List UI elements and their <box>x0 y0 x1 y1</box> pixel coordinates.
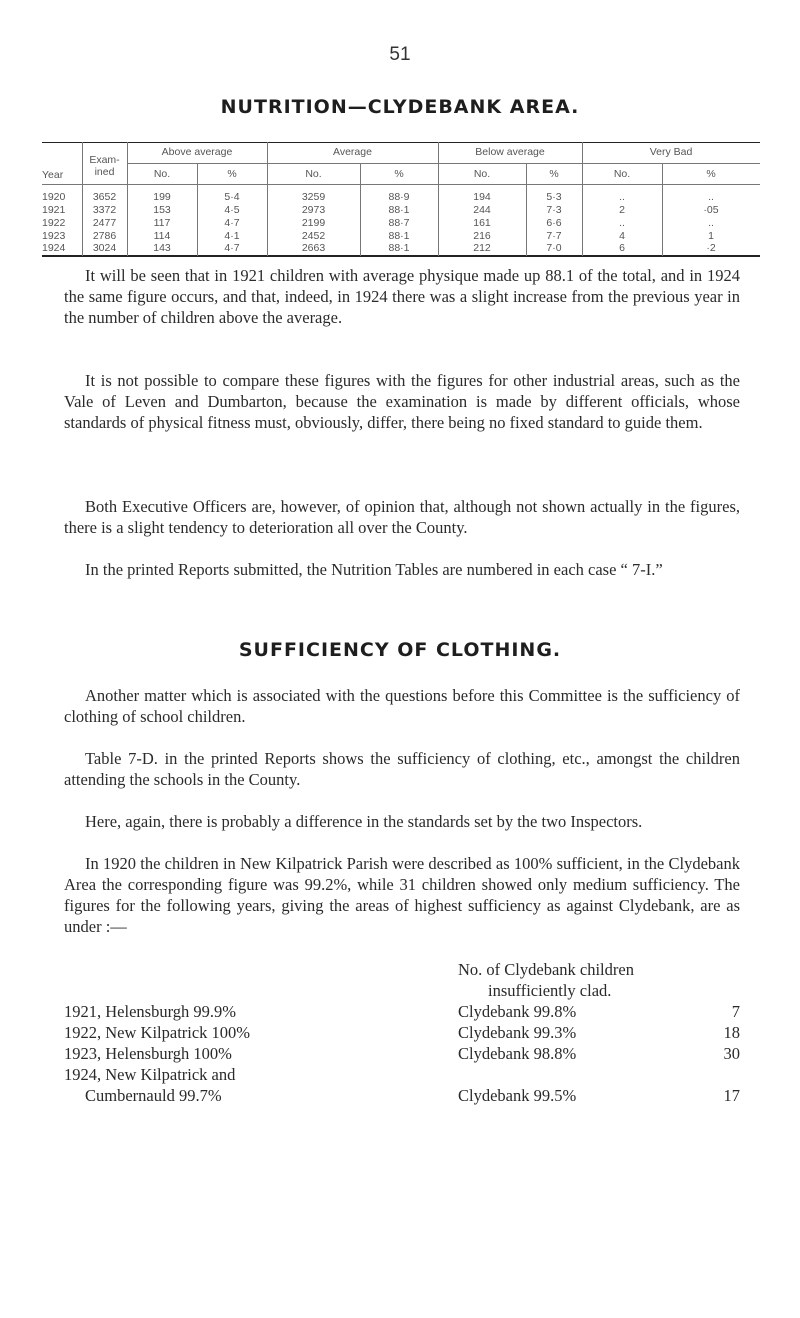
list-item-clydebank: Clydebank 98.8% <box>458 1044 577 1063</box>
cell-examined: 3652 <box>92 191 117 203</box>
col-header-no: No. <box>613 168 631 180</box>
cell-examined: 3372 <box>92 204 117 216</box>
group-header-above: Above average <box>161 146 233 158</box>
col-header-no: No. <box>153 168 171 180</box>
paragraph: Both Executive Officers are, however, of opinion that, although not shown actually in the figures, there is a slight tendency to deterioration all over the County. <box>64 497 740 537</box>
cell-year: 1920 <box>42 191 66 203</box>
list-item-clydebank: Clydebank 99.8% <box>458 1002 577 1021</box>
cell-above-pct: 4·5 <box>224 204 240 216</box>
subheader-rule <box>127 163 760 164</box>
cell-average-no: 3259 <box>301 191 326 203</box>
cell-year: 1924 <box>42 242 66 254</box>
cell-above-pct: 4·7 <box>224 242 240 254</box>
cell-average-no: 2663 <box>301 242 326 254</box>
cell-verybad-no: 6 <box>619 242 625 254</box>
group-header-very-bad: Very Bad <box>649 146 693 158</box>
list-item-count: 18 <box>723 1023 740 1042</box>
paragraph: Here, again, there is probably a difference in the standards set by the two Inspectors. <box>85 812 643 831</box>
cell-average-no: 2199 <box>301 217 326 229</box>
group-header-average: Average <box>333 146 372 158</box>
paragraph: It will be seen that in 1921 children with average physique made up 88.1 of the total, and in 1924 the same figure occurs, and that, indeed, in 1924 there was a slight increase from the previous year in the number of children above the average. <box>64 266 740 327</box>
cell-below-no: 212 <box>473 242 491 254</box>
cell-above-no: 153 <box>153 204 171 216</box>
page-number: 51 <box>389 44 411 65</box>
list-item-count: 17 <box>723 1086 740 1105</box>
cell-above-pct: 4·7 <box>224 217 240 229</box>
table-top-rule <box>42 142 760 143</box>
cell-average-no: 2452 <box>301 230 326 242</box>
cell-average-pct: 88·7 <box>388 217 410 229</box>
cell-below-pct: 7·7 <box>546 230 562 242</box>
list-item-count: 30 <box>723 1044 740 1063</box>
cell-year: 1921 <box>42 204 66 216</box>
paragraph: It is not possible to compare these figures with the figures for other industrial areas, such as the Vale of Leven and Dumbarton, because the examination is made by different officials, whose standards of physical fitness must, obviously, differ, there being no fixed standard to guide them. <box>64 371 740 432</box>
list-item-area: 1924, New Kilpatrick and <box>64 1065 236 1084</box>
table-bottom-rule <box>42 255 760 257</box>
cell-verybad-pct: 1 <box>708 230 714 242</box>
list-item-clydebank: Clydebank 99.3% <box>458 1023 577 1042</box>
cell-average-no: 2973 <box>301 204 326 216</box>
cell-verybad-no: 2 <box>619 204 625 216</box>
list-item-count: 7 <box>731 1002 740 1021</box>
col-header-year: Year <box>42 169 64 181</box>
col-header-no: No. <box>473 168 491 180</box>
paragraph: Another matter which is associated with the questions before this Committee is the sufficiency of clothing of school children. <box>64 686 740 726</box>
cell-above-pct: 5·4 <box>224 191 240 203</box>
paragraph: Table 7-D. in the printed Reports shows the sufficiency of clothing, etc., amongst the children attending the schools in the County. <box>64 749 740 789</box>
nutrition-table <box>42 142 760 259</box>
cell-average-pct: 88·1 <box>388 242 410 254</box>
cell-above-no: 143 <box>153 242 171 254</box>
list-item-area: 1922, New Kilpatrick 100% <box>64 1023 251 1042</box>
cell-above-no: 117 <box>153 217 171 229</box>
list-item-clydebank: Clydebank 99.5% <box>458 1086 577 1105</box>
col-header-pct: % <box>227 168 237 180</box>
paragraph: In the printed Reports submitted, the Nutrition Tables are numbered in each case “ 7-I.” <box>85 560 663 579</box>
cell-below-no: 161 <box>473 217 491 229</box>
cell-verybad-no: .. <box>619 191 625 203</box>
cell-examined: 2786 <box>92 230 117 242</box>
cell-average-pct: 88·1 <box>388 204 410 216</box>
cell-above-no: 199 <box>153 191 171 203</box>
cell-average-pct: 88·1 <box>388 230 410 242</box>
header-rule <box>42 184 760 185</box>
list-item-area: 1921, Helensburgh 99.9% <box>64 1002 237 1021</box>
list-header: insufficiently clad. <box>488 981 612 1000</box>
cell-below-pct: 7·0 <box>546 242 562 254</box>
cell-verybad-pct: .. <box>708 217 714 229</box>
cell-verybad-pct: ·05 <box>703 204 719 216</box>
cell-examined: 3024 <box>92 242 117 254</box>
cell-below-pct: 5·3 <box>546 191 562 203</box>
cell-below-no: 216 <box>473 230 491 242</box>
cell-examined: 2477 <box>92 217 117 229</box>
cell-below-pct: 6·6 <box>546 217 562 229</box>
cell-verybad-no: .. <box>619 217 625 229</box>
col-header-pct: % <box>394 168 404 180</box>
cell-verybad-pct: ·2 <box>706 242 716 254</box>
cell-verybad-pct: .. <box>708 191 714 203</box>
cell-year: 1923 <box>42 230 66 242</box>
cell-average-pct: 88·9 <box>388 191 410 203</box>
list-item-area: 1923, Helensburgh 100% <box>64 1044 232 1063</box>
cell-verybad-no: 4 <box>619 230 625 242</box>
list-header: No. of Clydebank children <box>458 960 634 979</box>
col-header-no: No. <box>305 168 322 180</box>
cell-above-pct: 4·1 <box>224 230 240 242</box>
cell-year: 1922 <box>42 217 66 229</box>
group-header-below: Below average <box>475 146 545 158</box>
paragraph: In 1920 the children in New Kilpatrick Parish were described as 100% sufficient, in the Clydebank Area the corresponding figure was 99.2%, while 31 children showed only medium sufficiency. The figures for the following years, giving the areas of highest sufficiency as against Clydebank, are as under :— <box>64 854 740 936</box>
section-title-nutrition: NUTRITION—CLYDEBANK AREA. <box>220 96 580 118</box>
cell-below-no: 194 <box>473 191 491 203</box>
list-item-area: Cumbernauld 99.7% <box>85 1086 222 1105</box>
cell-above-no: 114 <box>153 230 171 242</box>
section-title-clothing: SUFFICIENCY OF CLOTHING. <box>238 639 562 661</box>
cell-below-pct: 7·3 <box>546 204 562 216</box>
col-header-examined: Exam- ined <box>89 154 120 178</box>
cell-below-no: 244 <box>473 204 491 216</box>
col-header-pct: % <box>706 168 716 180</box>
col-header-pct: % <box>549 168 559 180</box>
